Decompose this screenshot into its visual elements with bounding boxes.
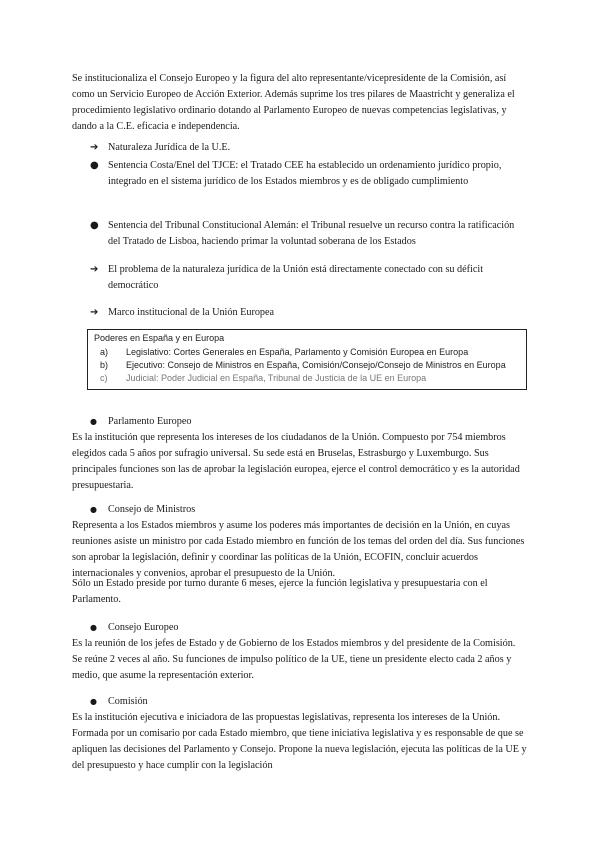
section-body-continued: Sólo un Estado preside por turno durante 6 meses, ejerce la función legislativa y presupuestaria con el Parlamento. [72,578,488,605]
section-heading-text: Consejo de Ministros [108,504,196,515]
section-body: Es la institución que representa los intereses de los ciudadanos de la Unión. Compuesto por 754 miembros elegidos cada 5 años por sufragio universal. Su sede está en Bruselas, Estrasburgo y Luxemburgo. Sus principales funciones son las de aprobar la legislación europea, ejerce el control democrático y es la autoridad presupuestaria. [72,432,520,491]
list-item [90,262,528,294]
dot-bullet-icon: ● [90,697,97,706]
section-body: Representa a los Estados miembros y asume los poderes más importantes de decisión en la Unión, en cuyas reuniones asiste un ministro por cada Estado miembro en función de los temas del orden del día. Sus funciones son aprobar la legislación, definir y coordinar las políticas de la Unión, ECOFIN, concluir acuerdos internacionales y convenios, aprobar el presupuesto de la Unión. [72,520,525,579]
list-item [90,305,528,321]
list-item [90,140,528,156]
powers-item [100,359,520,371]
section-heading [90,620,178,636]
section-heading-text: Consejo Europeo [108,622,179,633]
section-heading [90,694,148,710]
list-item [90,158,528,190]
powers-item-label: c) [100,373,108,383]
dot-bullet-icon: ● [90,220,99,231]
powers-item-text: Judicial: Poder Judicial en España, Tribunal de Justicia de la UE en Europa [126,373,427,383]
section-heading-text: Comisión [108,696,148,707]
powers-item-label: b) [100,360,109,370]
list-item-text: El problema de la naturaleza jurídica de la Unión está directamente conectado con su déficit democrático [108,264,484,291]
list-item-text: Sentencia Costa/Enel del TJCE: el Tratado CEE ha establecido un ordenamiento jurídico propio, integrado en el sistema jurídico de los Estados miembros y es de obligado cumplimiento [108,160,502,187]
dot-bullet-icon: ● [90,505,97,514]
section-heading [90,414,191,430]
intro-paragraph: Se institucionaliza el Consejo Europeo y la figura del alto representante/vicepresidente de la Comisión, así como un Servicio Europeo de Acción Exterior. Además suprime los tres pilares de Maastricht y generaliza el procedimiento legislativo ordinario dotando al Parlamento Europeo de nuevas competencias legislativas, y dando a la C.E. eficacia e independencia. [72,73,515,132]
powers-item [100,372,520,384]
list-item-text: Sentencia del Tribunal Constitucional Alemán: el Tribunal resuelve un recurso contra la ratificación del Tratado de Lisboa, haciendo primar la voluntad soberana de los Estados [108,220,515,247]
section-body: Es la reunión de los jefes de Estado y de Gobierno de los Estados miembros y del presidente de la Comisión. Se reúne 2 veces al año. Su funciones de impulso político de la UE, tiene un presidente electo cada 2 años y medio, que asume la representación exterior. [72,638,516,681]
arrow-bullet-icon: ➔ [90,307,99,318]
powers-item-label: a) [100,347,109,357]
dot-bullet-icon: ● [90,623,97,632]
powers-box [87,329,527,390]
list-item [90,218,528,250]
list-item-text: Marco institucional de la Unión Europea [108,307,275,318]
dot-bullet-icon: ● [90,417,97,426]
powers-box-title: Poderes en España y en Europa [94,333,225,343]
section-heading-text: Parlamento Europeo [108,416,192,427]
powers-item-text: Ejecutivo: Consejo de Ministros en España, Comisión/Consejo/Consejo de Ministros en Europa [126,360,506,370]
powers-item [100,346,520,358]
arrow-bullet-icon: ➔ [90,264,99,275]
list-item-text: Naturaleza Jurídica de la U.E. [108,142,231,153]
section-heading [90,502,195,518]
section-body: Es la institución ejecutiva e iniciadora de las propuestas legislativas, representa los intereses de la Unión. Formada por un comisario por cada Estado miembro, que tiene iniciativa legislativa y es responsable de que se apliquen las decisiones del Parlamento y Consejo. Propone la nueva legislación, ejecuta las políticas de la UE y del presupuesto y hace cumplir con la legislación [72,712,527,771]
arrow-bullet-icon: ➔ [90,142,99,153]
dot-bullet-icon: ● [90,160,99,171]
powers-item-text: Legislativo: Cortes Generales en España, Parlamento y Comisión Europea en Europa [126,347,469,357]
